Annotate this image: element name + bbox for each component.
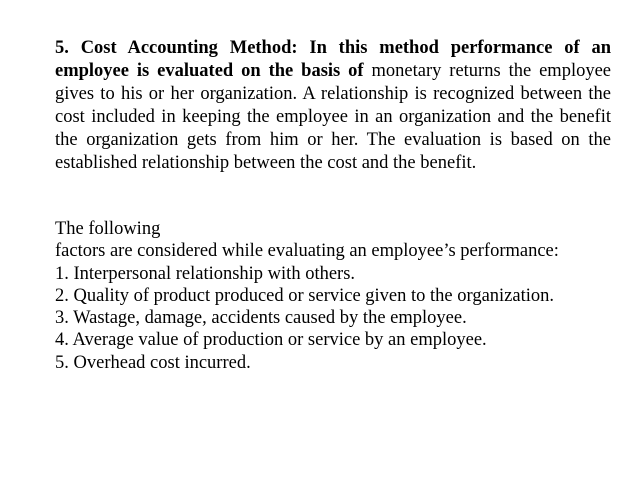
cost-accounting-paragraph: [55, 37, 611, 175]
factors-intro-line-2: factors are considered while evaluating an employee’s performance:: [55, 241, 559, 262]
factors-intro-line-1: The following: [55, 219, 161, 239]
factor-item-2: 2. Quality of product produced or service given to the organization.: [55, 285, 555, 306]
factors-list-block: [55, 218, 615, 374]
paragraph-bold-lead: 5. Cost Accounting Method: In this method performance of an employee is evaluated on the basis of: [55, 38, 611, 81]
factor-item-3: 3. Wastage, damage, accidents caused by the employee.: [55, 308, 467, 329]
factor-item-4: 4. Average value of production or service by an employee.: [55, 330, 487, 351]
factor-item-5: 5. Overhead cost incurred.: [55, 352, 251, 373]
paragraph-body: monetary returns the employee gives to his or her organization. A relationship is recognized between the cost included in keeping the employee in an organization and the benefit the organization gets from him or her. The evaluation is based on the established relationship between the cost and the benefit.: [55, 61, 612, 173]
factor-item-1: 1. Interpersonal relationship with others.: [55, 263, 356, 284]
